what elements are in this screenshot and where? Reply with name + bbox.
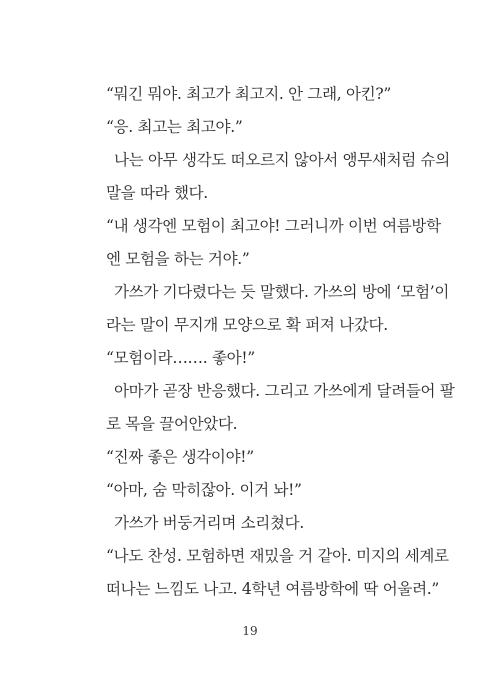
paragraph-6 [106, 342, 424, 375]
paragraph-line: 엔 모험을 하는 거야.” [106, 250, 250, 268]
paragraph-5 [106, 276, 450, 342]
paragraph-9 [106, 474, 424, 507]
paragraph-line: “모험이라……. 좋아!” [106, 349, 255, 367]
paragraph-line: “뭐긴 뭐야. 최고가 최고지. 안 그래, 아킨?” [106, 85, 391, 103]
paragraph-line: 가쓰가 기다렸다는 듯 말했다. 가쓰의 방에 ‘모험’이 [114, 283, 450, 301]
paragraph-line: 말을 따라 했다. [106, 184, 208, 202]
paragraph-1 [106, 78, 424, 111]
paragraph-line: 떠나는 느낌도 나고. 4학년 여름방학에 딱 어울려.” [106, 580, 439, 598]
paragraph-8 [106, 441, 424, 474]
paragraph-line: 가쓰가 버둥거리며 소리쳤다. [114, 514, 304, 532]
page-number: 19 [242, 624, 258, 638]
paragraph-line: “아마, 숨 막히잖아. 이거 놔!” [106, 481, 302, 499]
paragraph-4 [106, 210, 441, 276]
paragraph-line: 로 목을 끌어안았다. [106, 415, 238, 433]
body-text [106, 78, 455, 606]
paragraph-line: “나도 찬성. 모험하면 재밌을 거 같아. 미지의 세계로 [106, 547, 449, 565]
paragraph-line: “내 생각엔 모험이 최고야! 그러니까 이번 여름방학 [106, 217, 441, 235]
paragraph-7 [106, 375, 455, 441]
paragraph-2 [106, 111, 424, 144]
paragraph-10 [106, 507, 424, 540]
paragraph-line: “진짜 좋은 생각이야!” [106, 448, 254, 466]
paragraph-11 [106, 540, 449, 606]
paragraph-3 [106, 144, 450, 210]
paragraph-line: 나는 아무 생각도 떠오르지 않아서 앵무새처럼 슈의 [114, 151, 450, 169]
paragraph-line: “응. 최고는 최고야.” [106, 118, 243, 136]
paragraph-line: 아마가 곧장 반응했다. 그리고 가쓰에게 달려들어 팔 [114, 382, 455, 400]
paragraph-line: 라는 말이 무지개 모양으로 확 퍼져 나갔다. [106, 316, 388, 334]
